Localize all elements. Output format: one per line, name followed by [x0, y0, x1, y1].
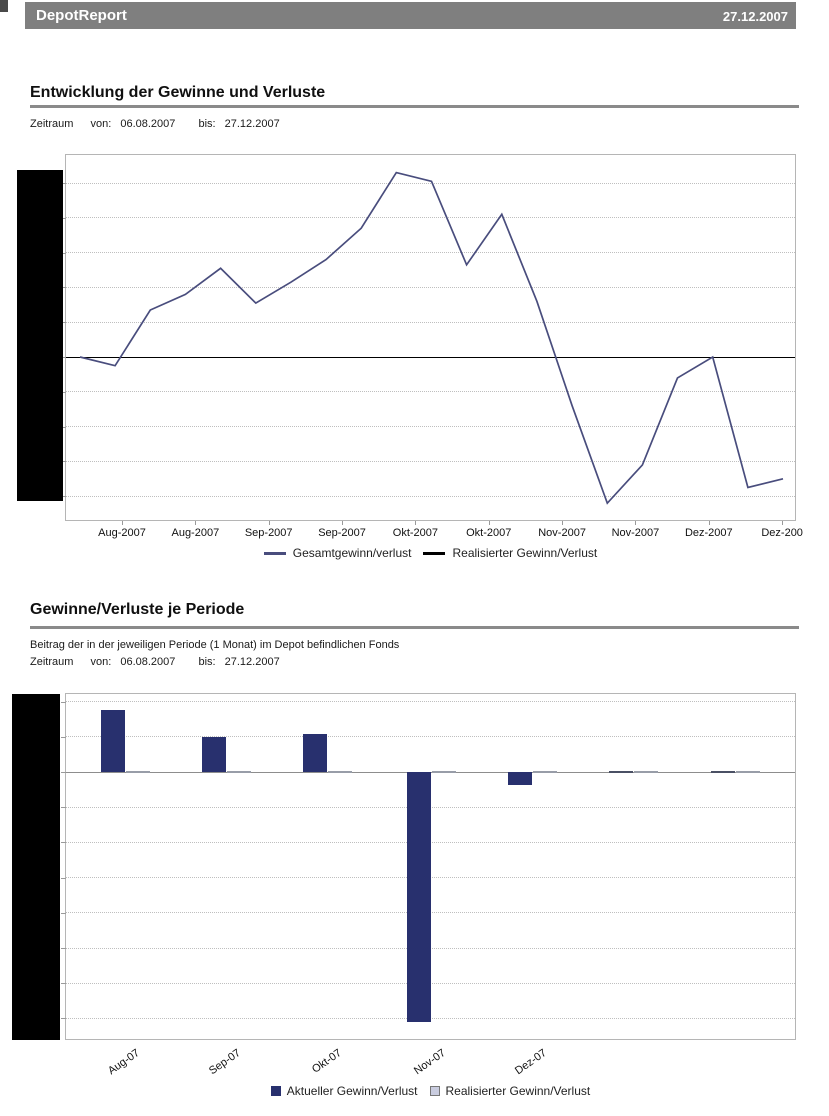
y-gridline	[66, 701, 795, 702]
y-axis-tick	[61, 878, 66, 879]
x-axis-label: Sep-07	[206, 1047, 243, 1078]
x-axis-label: Sep-2007	[244, 527, 293, 539]
bar-realisierter-zero	[634, 771, 658, 773]
y-axis-tick	[61, 737, 66, 738]
legend-label: Aktueller Gewinn/Verlust	[286, 1084, 418, 1098]
legend-label: Realisierter Gewinn/Verlust	[452, 546, 598, 560]
bar-aktueller-zero	[609, 771, 633, 773]
y-axis-tick	[61, 948, 66, 949]
section2-period	[30, 656, 286, 668]
y-gridline	[66, 736, 795, 737]
bar-aktueller-gewinn-verlust	[101, 710, 125, 772]
bar-chart-plot-area	[65, 693, 796, 1040]
x-axis-tick	[489, 521, 490, 525]
section2-title: Gewinne/Verluste je Periode	[30, 601, 245, 618]
y-axis-tick	[61, 702, 66, 703]
x-axis-label: Nov-2007	[611, 527, 660, 539]
y-axis-tick	[61, 842, 66, 843]
app-title: DepotReport	[36, 7, 127, 24]
x-axis-tick	[635, 521, 636, 525]
bis-value: 27.12.2007	[224, 118, 280, 130]
y-axis-tick	[61, 983, 66, 984]
y-axis-redaction-overlay	[12, 694, 60, 1040]
section2-rule	[30, 626, 799, 629]
x-axis-label: Dez-07	[512, 1047, 549, 1078]
x-axis-label: Nov-07	[411, 1047, 448, 1078]
report-date: 27.12.2007	[722, 9, 788, 24]
x-axis-label: Okt-2007	[392, 527, 439, 539]
bis-label: bis:	[198, 656, 216, 668]
line-swatch-icon	[264, 552, 286, 555]
section1-title: Entwicklung der Gewinne und Verluste	[30, 84, 326, 101]
zeitraum-label: Zeitraum	[30, 118, 74, 130]
legend-label: Gesamtgewinn/verlust	[292, 546, 412, 560]
x-axis-label: Okt-2007	[466, 527, 512, 539]
bar-aktueller-gewinn-verlust	[202, 737, 226, 772]
section1-period	[30, 118, 286, 130]
bar-realisierter-zero	[432, 771, 456, 773]
x-axis-tick	[709, 521, 710, 525]
line-swatch-icon	[423, 552, 445, 555]
line-chart-legend	[65, 546, 796, 560]
bis-value: 27.12.2007	[224, 656, 280, 668]
bar-realisierter-zero	[533, 771, 557, 773]
x-axis-label: Aug-07	[105, 1047, 142, 1078]
square-swatch-icon	[271, 1086, 281, 1096]
von-label: von:	[90, 656, 112, 668]
x-axis-label: Aug-2007	[171, 527, 220, 539]
x-axis-label: Okt-07	[309, 1047, 344, 1076]
bar-aktueller-gewinn-verlust	[303, 734, 327, 772]
x-axis-tick	[562, 521, 563, 525]
x-axis-label: Nov-2007	[538, 527, 586, 539]
report-header	[25, 2, 796, 29]
x-axis-tick	[122, 521, 123, 525]
bar-realisierter-zero	[126, 771, 150, 773]
x-axis-tick	[342, 521, 343, 525]
von-value: 06.08.2007	[120, 118, 176, 130]
legend-item-realisierter	[430, 1084, 591, 1098]
x-axis-label: Sep-2007	[318, 527, 366, 539]
von-label: von:	[90, 118, 112, 130]
x-axis-tick	[269, 521, 270, 525]
bar-aktueller-zero	[711, 771, 735, 773]
x-axis-label: Aug-2007	[98, 527, 146, 539]
bar-realisierter-zero	[328, 771, 352, 773]
x-axis-label: Dez-200	[761, 527, 803, 539]
von-value: 06.08.2007	[120, 656, 176, 668]
bar-realisierter-zero	[736, 771, 760, 773]
legend-item-gesamtgewinn	[264, 546, 412, 560]
y-axis-tick	[61, 1018, 66, 1019]
zeitraum-label: Zeitraum	[30, 656, 74, 668]
bar-realisierter-zero	[227, 771, 251, 773]
y-axis-redaction-overlay	[17, 170, 63, 501]
bis-label: bis:	[198, 118, 216, 130]
section2-subtitle: Beitrag der in der jeweiligen Periode (1 Monat) im Depot befindlichen Fonds	[30, 639, 400, 651]
bar-chart-legend	[65, 1084, 796, 1098]
x-axis-tick	[195, 521, 196, 525]
line-chart-plot-area	[65, 154, 796, 521]
x-axis-tick	[782, 521, 783, 525]
bar-aktueller-gewinn-verlust	[508, 772, 532, 785]
bar-aktueller-gewinn-verlust	[407, 772, 431, 1022]
legend-item-realisierter	[423, 546, 597, 560]
section1-rule	[30, 105, 799, 108]
series-gesamtgewinn-line	[66, 155, 795, 520]
square-swatch-icon	[430, 1086, 440, 1096]
x-axis-label: Dez-2007	[684, 527, 733, 539]
corner-decoration	[0, 0, 8, 12]
y-axis-tick	[61, 807, 66, 808]
y-axis-tick	[61, 913, 66, 914]
legend-item-aktueller	[271, 1084, 418, 1098]
legend-label: Realisierter Gewinn/Verlust	[445, 1084, 591, 1098]
x-axis-tick	[415, 521, 416, 525]
